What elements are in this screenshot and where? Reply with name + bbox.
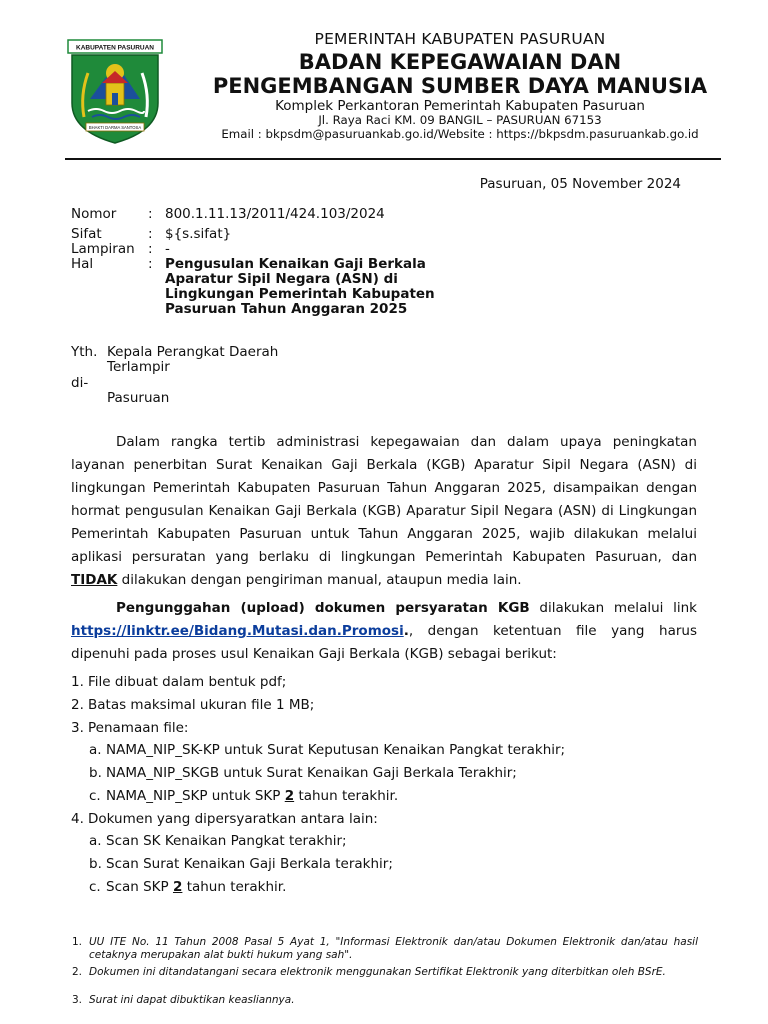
footnote-2 — [72, 966, 698, 979]
p2-text: dilakukan melalui link — [539, 600, 697, 616]
p1-tail: dilakukan dengan pengiriman manual, ataupun media lain. — [121, 572, 522, 588]
list-item — [71, 674, 286, 690]
footnote-text: Surat ini dapat dibuktikan keasliannya. — [89, 994, 295, 1006]
letterhead-agency-line1: BADAN KEPEGAWAIAN DAN — [298, 50, 622, 74]
p2-bold: Pengunggahan (upload) dokumen persyaratan KGB — [116, 600, 530, 616]
footnote-1 — [72, 936, 698, 962]
kabupaten-pasuruan-emblem — [66, 37, 164, 145]
list-num: 1. — [71, 674, 84, 690]
list-num: 4. — [71, 811, 84, 827]
footnote-num: 1. — [72, 936, 83, 948]
sifat-value: ${s.sifat} — [165, 226, 232, 242]
nomor-colon: : — [148, 206, 153, 222]
footnote-text: UU ITE No. 11 Tahun 2008 Pasal 5 Ayat 1, "Informasi Elektronik dan/atau Dokumen Elektronik dan/atau hasil cetaknya merupakan alat bukti hukum yang sah". — [89, 936, 698, 961]
list-text: Scan SK Kenaikan Pangkat terakhir; — [106, 833, 347, 849]
list-item — [71, 697, 314, 713]
list-text-tail: tahun terakhir. — [186, 879, 287, 895]
nomor-value: 800.1.11.13/2011/424.103/2024 — [165, 206, 385, 222]
letterhead-agency-line2: PENGEMBANGAN SUMBER DAYA MANUSIA — [212, 74, 708, 98]
list-text: NAMA_NIP_SKP untuk SKP — [106, 788, 281, 804]
list-letter: b. — [89, 765, 102, 781]
hal-line-3: Lingkungan Pemerintah Kabupaten — [165, 286, 435, 302]
footnote-text: Dokumen ini ditandatangani secara elektronik menggunakan Sertifikat Elektronik yang diterbitkan oleh BSrE. — [89, 966, 666, 978]
list-text: Scan SKP — [106, 879, 169, 895]
addressee-city: Pasuruan — [107, 390, 170, 406]
nomor-label: Nomor — [71, 206, 117, 222]
lampiran-label: Lampiran — [71, 241, 135, 257]
hal-line-4: Pasuruan Tahun Anggaran 2025 — [165, 301, 408, 317]
upload-link[interactable]: https://linktr.ee/Bidang.Mutasi.dan.Promosi — [71, 623, 404, 639]
list-letter: c. — [89, 788, 101, 804]
p1-text: Dalam rangka tertib administrasi kepegawaian dan dalam upaya peningkatan layanan penerbitan Surat Kenaikan Gaji Berkala (KGB) Aparatur Sipil Negara (ASN) di lingkungan Pemerintah Kabupaten Pasuruan Tahun Anggaran 2025, disampaikan dengan hormat pengusulan Kenaikan Gaji Berkala (KGB) Aparatur Sipil Negara (ASN) di Lingkungan Pemerintah Kabupaten Pasuruan untuk Tahun Anggaran 2025, wajib dilakukan melalui aplikasi persuratan yang berlaku di lingkungan Pemerintah Kabupaten Pasuruan, dan — [71, 434, 697, 565]
list-text: NAMA_NIP_SK-KP untuk Surat Keputusan Kenaikan Pangkat terakhir; — [106, 742, 566, 758]
p2-link-dot: . — [403, 623, 409, 639]
emblem-motto-text: BHAKTI DARMA SANTOSA — [88, 125, 142, 130]
body-paragraph-1 — [71, 431, 697, 592]
addressee-di: di- — [71, 375, 89, 391]
hal-colon: : — [148, 256, 153, 272]
addressee-yth: Yth. — [71, 344, 98, 360]
list-text: NAMA_NIP_SKGB untuk Surat Kenaikan Gaji Berkala Terakhir; — [106, 765, 517, 781]
footnote-num: 3. — [72, 994, 83, 1006]
list-subitem — [89, 765, 517, 781]
list-item — [71, 811, 378, 827]
list-letter: b. — [89, 856, 102, 872]
list-item — [71, 720, 188, 736]
lampiran-colon: : — [148, 241, 153, 257]
hal-line-1: Pengusulan Kenaikan Gaji Berkala — [165, 256, 426, 272]
addressee-recipient: Kepala Perangkat Daerah — [107, 344, 279, 360]
letterhead-contact: Email : bkpsdm@pasuruankab.go.id/Website : https://bkpsdm.pasuruankab.go.id — [221, 127, 699, 141]
list-subitem — [89, 788, 398, 804]
list-text: File dibuat dalam bentuk pdf; — [88, 674, 287, 690]
list-num: 2. — [71, 697, 84, 713]
letterhead-address: Jl. Raya Raci KM. 09 BANGIL – PASURUAN 67153 — [318, 113, 602, 127]
hal-label: Hal — [71, 256, 94, 272]
p1-emphasis: TIDAK — [71, 572, 118, 588]
list-num: 3. — [71, 720, 84, 736]
list-letter: a. — [89, 742, 102, 758]
list-text: Batas maksimal ukuran file 1 MB; — [88, 697, 315, 713]
list-subitem — [89, 742, 565, 758]
list-text: Dokumen yang dipersyaratkan antara lain: — [88, 811, 378, 827]
list-text: Scan Surat Kenaikan Gaji Berkala terakhir; — [106, 856, 393, 872]
emblem-banner-text: KABUPATEN PASURUAN — [76, 44, 154, 52]
list-text-tail: tahun terakhir. — [298, 788, 399, 804]
list-emphasis-number: 2 — [172, 879, 183, 895]
list-subitem — [89, 856, 393, 872]
list-subitem — [89, 879, 286, 895]
list-letter: a. — [89, 833, 102, 849]
footnote-3 — [72, 994, 698, 1007]
sifat-label: Sifat — [71, 226, 102, 242]
hal-line-2: Aparatur Sipil Negara (ASN) di — [165, 271, 398, 287]
letterhead-divider — [65, 158, 721, 160]
list-letter: c. — [89, 879, 101, 895]
letter-date: Pasuruan, 05 November 2024 — [479, 176, 681, 192]
list-text: Penamaan file: — [88, 720, 189, 736]
letterhead-complex: Komplek Perkantoran Pemerintah Kabupaten Pasuruan — [275, 98, 645, 114]
letterhead-government: PEMERINTAH KABUPATEN PASURUAN — [314, 30, 606, 48]
sifat-colon: : — [148, 226, 153, 242]
list-subitem — [89, 833, 347, 849]
footnote-num: 2. — [72, 966, 83, 978]
lampiran-value: - — [165, 241, 170, 257]
list-emphasis-number: 2 — [284, 788, 295, 804]
p2-tail: , dengan ketentuan file yang harus dipenuhi pada proses usul Kenaikan Gaji Berkala (KGB) sebagai berikut: — [71, 623, 697, 662]
body-paragraph-2 — [71, 597, 697, 666]
addressee-recipient-2: Terlampir — [107, 359, 170, 375]
